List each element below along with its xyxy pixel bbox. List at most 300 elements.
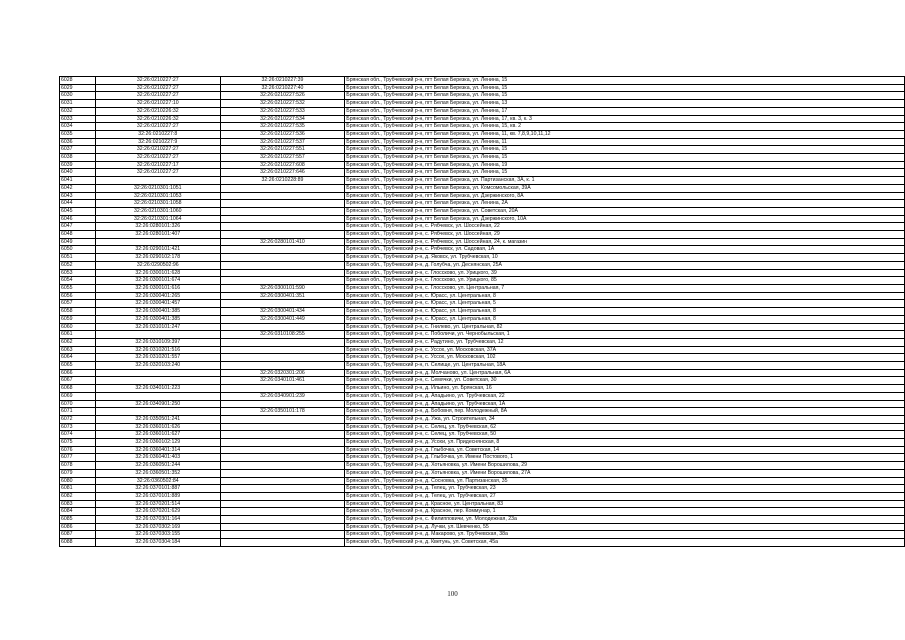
cadastral-number-cell: 32:26:0210227:10	[95, 100, 220, 108]
address-cell: Брянская обл., Трубчевский р-н, д. Глыбочка, ул. Имени Постового, 1	[345, 454, 905, 462]
cadastral-number-cell: 32:26:0370302:169	[95, 523, 220, 531]
row-number-cell: 6087	[60, 531, 96, 539]
table-row	[60, 292, 905, 300]
cadastral-number-cell: 32:26:0210227:27	[95, 169, 220, 177]
table-row	[60, 215, 905, 223]
address-cell: Брянская обл., Трубчевский р-н, с. Селец, ул. Трубчевская, 62	[345, 423, 905, 431]
cadastral-number-cell: 32:26:0370101:889	[95, 492, 220, 500]
row-number-cell: 6051	[60, 254, 96, 262]
building-cadastral-number-cell: 32:26:0210227:39	[220, 77, 345, 85]
table-row	[60, 462, 905, 470]
row-number-cell: 6073	[60, 423, 96, 431]
table-row	[60, 300, 905, 308]
address-cell: Брянская обл., Трубчевский р-н, с. Поболичи, ул. Чернобыльская, 1	[345, 331, 905, 339]
cadastral-number-cell: 32:26:0290102:178	[95, 254, 220, 262]
address-cell: Брянская обл., Трубчевский р-н, д. Сосновка, ул. Партизанская, 35	[345, 477, 905, 485]
cadastral-number-cell: 32:26:0210301:1058	[95, 200, 220, 208]
table-row	[60, 315, 905, 323]
address-cell: Брянская обл., Трубчевский р-н, пгт Белая Березка, ул. Советская, 20А	[345, 207, 905, 215]
row-number-cell: 6069	[60, 392, 96, 400]
building-cadastral-number-cell	[220, 254, 345, 262]
table-row	[60, 84, 905, 92]
building-cadastral-number-cell: 32:26:0350101:178	[220, 408, 345, 416]
row-number-cell: 6072	[60, 415, 96, 423]
cadastral-number-cell: 32:26:0210227:27	[95, 123, 220, 131]
cadastral-number-cell: 32:26:0210227:17	[95, 161, 220, 169]
address-cell: Брянская обл., Трубчевский р-н, пгт Белая Березка, ул. Ленина, 11, кв. 7,8,9,10,11,12	[345, 130, 905, 138]
building-cadastral-number-cell: 32:26:0210227:557	[220, 154, 345, 162]
row-number-cell: 6077	[60, 454, 96, 462]
cadastral-number-cell: 32:26:0340101:223	[95, 385, 220, 393]
address-cell: Брянская обл., Трубчевский р-н, пгт Белая Березка, ул. Ленина, 17	[345, 107, 905, 115]
table-row	[60, 369, 905, 377]
cadastral-number-cell: 32:26:0370301:164	[95, 516, 220, 524]
cadastral-number-cell: 32:26:0350501:241	[95, 415, 220, 423]
table-row	[60, 431, 905, 439]
building-cadastral-number-cell	[220, 508, 345, 516]
address-cell: Брянская обл., Трубчевский р-н, с. Рябчевск, ул. Шоссейная, 24, к. магазин	[345, 238, 905, 246]
address-cell: Брянская обл., Трубчевский р-н, пгт Белая Березка, ул. Ленина, 13	[345, 100, 905, 108]
row-number-cell: 6088	[60, 539, 96, 547]
table-row	[60, 508, 905, 516]
row-number-cell: 6035	[60, 130, 96, 138]
row-number-cell: 6063	[60, 346, 96, 354]
cadastral-table	[59, 76, 905, 547]
address-cell: Брянская обл., Трубчевский р-н, п. Селище, ул. Центральная, 18А	[345, 362, 905, 370]
cadastral-number-cell: 32:26:0360501:352	[95, 469, 220, 477]
address-cell: Брянская обл., Трубчевский р-н, с. Селец, ул. Трубчевская, 50	[345, 431, 905, 439]
cadastral-number-cell: 32:26:0300101:674	[95, 277, 220, 285]
row-number-cell: 6082	[60, 492, 96, 500]
building-cadastral-number-cell: 32:26:0210227:40	[220, 84, 345, 92]
address-cell: Брянская обл., Трубчевский р-н, д. Яковск, ул. Трубчевская, 10	[345, 254, 905, 262]
row-number-cell: 6066	[60, 369, 96, 377]
building-cadastral-number-cell	[220, 184, 345, 192]
building-cadastral-number-cell	[220, 500, 345, 508]
table-row	[60, 238, 905, 246]
cadastral-number-cell: 32:26:0210227:8	[95, 130, 220, 138]
row-number-cell: 6052	[60, 261, 96, 269]
address-cell: Брянская обл., Трубчевский р-н, пгт Белая Березка, ул. Дзержинского, 8А	[345, 192, 905, 200]
cadastral-number-cell: 32:26:0300401:385	[95, 308, 220, 316]
table-row	[60, 308, 905, 316]
cadastral-number-cell: 32:26:0370304:184	[95, 539, 220, 547]
building-cadastral-number-cell: 32:26:0300401:351	[220, 292, 345, 300]
building-cadastral-number-cell: 32:26:0300101:590	[220, 284, 345, 292]
cadastral-number-cell: 32:26:0210226:32	[95, 107, 220, 115]
row-number-cell: 6036	[60, 138, 96, 146]
building-cadastral-number-cell	[220, 261, 345, 269]
building-cadastral-number-cell: 32:26:0210227:526	[220, 92, 345, 100]
row-number-cell: 6046	[60, 215, 96, 223]
table-row	[60, 192, 905, 200]
cadastral-number-cell: 32:26:0310201:516	[95, 346, 220, 354]
table-row	[60, 446, 905, 454]
row-number-cell: 6067	[60, 377, 96, 385]
cadastral-number-cell: 32:26:0300401:265	[95, 292, 220, 300]
cadastral-number-cell: 32:26:0290502:96	[95, 261, 220, 269]
address-cell: Брянская обл., Трубчевский р-н, д. Ападьино, ул. Трубчевская, 22	[345, 392, 905, 400]
row-number-cell: 6044	[60, 200, 96, 208]
table-row	[60, 138, 905, 146]
building-cadastral-number-cell: 32:26:0210228:89	[220, 177, 345, 185]
cadastral-number-cell: 32:26:0300401:385	[95, 315, 220, 323]
building-cadastral-number-cell	[220, 415, 345, 423]
building-cadastral-number-cell: 32:26:0280101:410	[220, 238, 345, 246]
address-cell: Брянская обл., Трубчевский р-н, с. Глоссково, ул. Урицкого, 39	[345, 269, 905, 277]
cadastral-number-cell: 32:26:0360101:626	[95, 423, 220, 431]
table-row	[60, 146, 905, 154]
building-cadastral-number-cell	[220, 385, 345, 393]
address-cell: Брянская обл., Трубчевский р-н, пгт Белая Березка, ул. Партизанская, 3А, к. 1	[345, 177, 905, 185]
address-cell: Брянская обл., Трубчевский р-н, д. Лучки, ул. Шевченко, 55	[345, 523, 905, 531]
row-number-cell: 6056	[60, 292, 96, 300]
cadastral-number-cell: 32:26:0320103:240	[95, 362, 220, 370]
row-number-cell: 6047	[60, 223, 96, 231]
address-cell: Брянская обл., Трубчевский р-н, с. Юрасс, ул. Центральная, 8	[345, 292, 905, 300]
table-row	[60, 377, 905, 385]
address-cell: Брянская обл., Трубчевский р-н, с. Уссох, ул. Московская, 37А	[345, 346, 905, 354]
building-cadastral-number-cell: 32:26:0210227:646	[220, 169, 345, 177]
row-number-cell: 6060	[60, 323, 96, 331]
cadastral-number-cell: 32:26:0310201:557	[95, 354, 220, 362]
building-cadastral-number-cell: 32:26:0300401:449	[220, 315, 345, 323]
row-number-cell: 6059	[60, 315, 96, 323]
row-number-cell: 6054	[60, 277, 96, 285]
address-cell: Брянская обл., Трубчевский р-н, с. Уссох, ул. Московская, 102	[345, 354, 905, 362]
row-number-cell: 6065	[60, 362, 96, 370]
address-cell: Брянская обл., Трубчевский р-н, д. Усохи, ул. Придеснянская, 8	[345, 439, 905, 447]
cadastral-number-cell: 32:26:0210227:27	[95, 84, 220, 92]
row-number-cell: 6037	[60, 146, 96, 154]
table-row	[60, 284, 905, 292]
building-cadastral-number-cell: 32:26:0320301:206	[220, 369, 345, 377]
address-cell: Брянская обл., Трубчевский р-н, пгт Белая Березка, ул. Ленина, 15	[345, 146, 905, 154]
table-row	[60, 338, 905, 346]
building-cadastral-number-cell	[220, 531, 345, 539]
table-body	[60, 77, 905, 547]
building-cadastral-number-cell	[220, 215, 345, 223]
row-number-cell: 6081	[60, 485, 96, 493]
building-cadastral-number-cell	[220, 223, 345, 231]
cadastral-number-cell: 32:26:0370201:629	[95, 508, 220, 516]
table-row	[60, 385, 905, 393]
cadastral-number-cell: 32:26:0290101:421	[95, 246, 220, 254]
cadastral-number-cell: 32:26:0360502:84	[95, 477, 220, 485]
building-cadastral-number-cell	[220, 231, 345, 239]
row-number-cell: 6049	[60, 238, 96, 246]
cadastral-number-cell: 32:26:0360501:244	[95, 462, 220, 470]
address-cell: Брянская обл., Трубчевский р-н, пгт Белая Березка, ул. Ленина, 11	[345, 138, 905, 146]
table-row	[60, 231, 905, 239]
row-number-cell: 6058	[60, 308, 96, 316]
row-number-cell: 6076	[60, 446, 96, 454]
cadastral-number-cell: 32:26:0210301:1060	[95, 207, 220, 215]
building-cadastral-number-cell	[220, 400, 345, 408]
row-number-cell: 6086	[60, 523, 96, 531]
table-row	[60, 492, 905, 500]
table-row	[60, 331, 905, 339]
row-number-cell: 6070	[60, 400, 96, 408]
cadastral-number-cell: 32:26:0360401:314	[95, 446, 220, 454]
row-number-cell: 6085	[60, 516, 96, 524]
table-row	[60, 200, 905, 208]
address-cell: Брянская обл., Трубчевский р-н, пгт Белая Березка, ул. Ленина, 17, кв. 3, к. 3	[345, 115, 905, 123]
building-cadastral-number-cell: 32:26:0210227:533	[220, 107, 345, 115]
address-cell: Брянская обл., Трубчевский р-н, пгт Белая Березка, ул. Ленина, 15	[345, 84, 905, 92]
cadastral-number-cell: 32:26:0210227:27	[95, 77, 220, 85]
row-number-cell: 6079	[60, 469, 96, 477]
cadastral-number-cell: 32:26:0310101:247	[95, 323, 220, 331]
cadastral-number-cell: 32:26:0360102:129	[95, 439, 220, 447]
address-cell: Брянская обл., Трубчевский р-н, с. Рябчевск, ул. Садовая, 1А	[345, 246, 905, 254]
address-cell: Брянская обл., Трубчевский р-н, пгт Белая Березка, ул. Ленина, 19	[345, 161, 905, 169]
building-cadastral-number-cell	[220, 523, 345, 531]
row-number-cell: 6031	[60, 100, 96, 108]
table-row	[60, 516, 905, 524]
cadastral-number-cell: 32:26:0300401:457	[95, 300, 220, 308]
table-row	[60, 154, 905, 162]
row-number-cell: 6048	[60, 231, 96, 239]
cadastral-number-cell: 32:26:0210301:1051	[95, 184, 220, 192]
building-cadastral-number-cell	[220, 477, 345, 485]
row-number-cell: 6039	[60, 161, 96, 169]
building-cadastral-number-cell: 32:26:0310108:255	[220, 331, 345, 339]
cadastral-number-cell: 32:26:0370303:155	[95, 531, 220, 539]
cadastral-number-cell: 32:26:0300101:616	[95, 284, 220, 292]
building-cadastral-number-cell	[220, 462, 345, 470]
table-row	[60, 408, 905, 416]
table-row	[60, 123, 905, 131]
cadastral-number-cell: 32:26:0310109:397	[95, 338, 220, 346]
building-cadastral-number-cell	[220, 207, 345, 215]
cadastral-number-cell: 32:26:0340901:250	[95, 400, 220, 408]
address-cell: Брянская обл., Трубчевский р-н, с. Семячки, ул. Советская, 30	[345, 377, 905, 385]
building-cadastral-number-cell: 32:26:0210227:537	[220, 138, 345, 146]
address-cell: Брянская обл., Трубчевский р-н, пгт Белая Березка, ул. Ленина, 15, кв. 2	[345, 123, 905, 131]
address-cell: Брянская обл., Трубчевский р-н, пгт Белая Березка, ул. Ленина, 15	[345, 77, 905, 85]
table-row	[60, 184, 905, 192]
row-number-cell: 6083	[60, 500, 96, 508]
address-cell: Брянская обл., Трубчевский р-н, д. Ильино, ул. Брянская, 16	[345, 385, 905, 393]
address-cell: Брянская обл., Трубчевский р-н, пгт Белая Березка, ул. Комсомольская, 39А	[345, 184, 905, 192]
row-number-cell: 6074	[60, 431, 96, 439]
table-row	[60, 531, 905, 539]
building-cadastral-number-cell: 32:26:0340101:461	[220, 377, 345, 385]
address-cell: Брянская обл., Трубчевский р-н, д. Хотьяновка, ул. Имени Ворошилова, 29	[345, 462, 905, 470]
cadastral-number-cell: 32:26:0370201:514	[95, 500, 220, 508]
address-cell: Брянская обл., Трубчевский р-н, д. Телец, ул. Трубчевская, 23	[345, 485, 905, 493]
address-cell: Брянская обл., Трубчевский р-н, д. Макарово, ул. Трубчевская, 38а	[345, 531, 905, 539]
row-number-cell: 6032	[60, 107, 96, 115]
address-cell: Брянская обл., Трубчевский р-н, д. Ужа, ул. Строительная, 34	[345, 415, 905, 423]
building-cadastral-number-cell: 32:26:0210227:535	[220, 123, 345, 131]
row-number-cell: 6028	[60, 77, 96, 85]
row-number-cell: 6057	[60, 300, 96, 308]
building-cadastral-number-cell	[220, 516, 345, 524]
building-cadastral-number-cell	[220, 354, 345, 362]
cadastral-number-cell	[95, 392, 220, 400]
table-row	[60, 354, 905, 362]
table-row	[60, 469, 905, 477]
address-cell: Брянская обл., Трубчевский р-н, пгт Белая Березка, ул. Дзержинского, 10А	[345, 215, 905, 223]
address-cell: Брянская обл., Трубчевский р-н, с. Юрасс, ул. Центральная, 5	[345, 300, 905, 308]
table-row	[60, 400, 905, 408]
address-cell: Брянская обл., Трубчевский р-н, с. Гнилево, ул. Центральная, 82	[345, 323, 905, 331]
row-number-cell: 6055	[60, 284, 96, 292]
cadastral-number-cell: 32:26:0210301:1053	[95, 192, 220, 200]
building-cadastral-number-cell: 32:26:0210227:536	[220, 130, 345, 138]
table-row	[60, 115, 905, 123]
cadastral-number-cell: 32:26:0210301:1064	[95, 215, 220, 223]
table-row	[60, 254, 905, 262]
address-cell: Брянская обл., Трубчевский р-н, д. Глыбочка, ул. Советская, 14	[345, 446, 905, 454]
address-cell: Брянская обл., Трубчевский р-н, д. Голубча, ул. Деснянская, 25А	[345, 261, 905, 269]
row-number-cell: 6038	[60, 154, 96, 162]
cadastral-number-cell: 32:26:0210227:27	[95, 154, 220, 162]
address-cell: Брянская обл., Трубчевский р-н, с. Радутино, ул. Трубчевская, 12	[345, 338, 905, 346]
row-number-cell: 6064	[60, 354, 96, 362]
table-row	[60, 323, 905, 331]
row-number-cell: 6080	[60, 477, 96, 485]
address-cell: Брянская обл., Трубчевский р-н, с. Глоссково, ул. Центральная, 7	[345, 284, 905, 292]
table-row	[60, 246, 905, 254]
building-cadastral-number-cell	[220, 338, 345, 346]
building-cadastral-number-cell	[220, 277, 345, 285]
row-number-cell: 6071	[60, 408, 96, 416]
cadastral-number-cell: 32:26:0360101:627	[95, 431, 220, 439]
row-number-cell: 6029	[60, 84, 96, 92]
building-cadastral-number-cell	[220, 446, 345, 454]
cadastral-number-cell	[95, 377, 220, 385]
building-cadastral-number-cell: 32:26:0340901:239	[220, 392, 345, 400]
cadastral-number-cell: 32:26:0210226:32	[95, 115, 220, 123]
address-cell: Брянская обл., Трубчевский р-н, с. Рябчевск, ул. Шоссейная, 29	[345, 231, 905, 239]
building-cadastral-number-cell: 32:26:0210227:532	[220, 100, 345, 108]
building-cadastral-number-cell	[220, 485, 345, 493]
address-cell: Брянская обл., Трубчевский р-н, пгт Белая Березка, ул. Ленина, 15	[345, 169, 905, 177]
table-row	[60, 169, 905, 177]
table-row	[60, 269, 905, 277]
row-number-cell: 6033	[60, 115, 96, 123]
building-cadastral-number-cell: 32:26:0210227:534	[220, 115, 345, 123]
table-row	[60, 500, 905, 508]
building-cadastral-number-cell	[220, 269, 345, 277]
table-row	[60, 223, 905, 231]
address-cell: Брянская обл., Трубчевский р-н, д. Кветунь, ул. Советская, 45а	[345, 539, 905, 547]
cadastral-number-cell: 32:26:0280101:407	[95, 231, 220, 239]
cadastral-number-cell	[95, 238, 220, 246]
cadastral-number-cell	[95, 369, 220, 377]
cadastral-number-cell	[95, 177, 220, 185]
building-cadastral-number-cell	[220, 492, 345, 500]
building-cadastral-number-cell	[220, 300, 345, 308]
table-row	[60, 454, 905, 462]
row-number-cell: 6075	[60, 439, 96, 447]
table-row	[60, 485, 905, 493]
building-cadastral-number-cell: 32:26:0210227:608	[220, 161, 345, 169]
building-cadastral-number-cell	[220, 192, 345, 200]
building-cadastral-number-cell: 32:26:0210227:551	[220, 146, 345, 154]
building-cadastral-number-cell	[220, 431, 345, 439]
row-number-cell: 6068	[60, 385, 96, 393]
address-cell: Брянская обл., Трубчевский р-н, с. Филипповичи, ул. Молодежная, 23а	[345, 516, 905, 524]
row-number-cell: 6061	[60, 331, 96, 339]
row-number-cell: 6040	[60, 169, 96, 177]
table-row	[60, 439, 905, 447]
building-cadastral-number-cell	[220, 323, 345, 331]
row-number-cell: 6078	[60, 462, 96, 470]
cadastral-number-cell	[95, 331, 220, 339]
table-row	[60, 539, 905, 547]
address-cell: Брянская обл., Трубчевский р-н, д. Хотьяновка, ул. Имени Ворошилова, 27А	[345, 469, 905, 477]
table-row	[60, 107, 905, 115]
address-cell: Брянская обл., Трубчевский р-н, д. Бобовня, пер. Молодежный, 8А	[345, 408, 905, 416]
cadastral-number-cell: 32:26:0210227:27	[95, 146, 220, 154]
cadastral-number-cell: 32:26:0360401:403	[95, 454, 220, 462]
row-number-cell: 6050	[60, 246, 96, 254]
address-cell: Брянская обл., Трубчевский р-н, д. Красное, ул. Центральная, 83	[345, 500, 905, 508]
address-cell: Брянская обл., Трубчевский р-н, пгт Белая Березка, ул. Ленина, 15	[345, 154, 905, 162]
address-cell: Брянская обл., Трубчевский р-н, с. Юрасс, ул. Центральная, 8	[345, 315, 905, 323]
table-row	[60, 277, 905, 285]
building-cadastral-number-cell	[220, 362, 345, 370]
table-row	[60, 362, 905, 370]
building-cadastral-number-cell	[220, 454, 345, 462]
table-row	[60, 415, 905, 423]
page-number: 100	[447, 590, 458, 598]
table-row	[60, 92, 905, 100]
row-number-cell: 6030	[60, 92, 96, 100]
building-cadastral-number-cell	[220, 439, 345, 447]
address-cell: Брянская обл., Трубчевский р-н, с. Рябчевск, ул. Шоссейная, 22	[345, 223, 905, 231]
table-row	[60, 523, 905, 531]
address-cell: Брянская обл., Трубчевский р-н, д. Молчаново, ул. Центральная, 6А	[345, 369, 905, 377]
building-cadastral-number-cell	[220, 469, 345, 477]
table-row	[60, 177, 905, 185]
building-cadastral-number-cell	[220, 200, 345, 208]
address-cell: Брянская обл., Трубчевский р-н, с. Глоссково, ул. Урицкого, 85	[345, 277, 905, 285]
table-row	[60, 100, 905, 108]
table-row	[60, 130, 905, 138]
address-cell: Брянская обл., Трубчевский р-н, пгт Белая Березка, ул. Ленина, 2А	[345, 200, 905, 208]
building-cadastral-number-cell: 32:26:0300401:434	[220, 308, 345, 316]
row-number-cell: 6034	[60, 123, 96, 131]
table-row	[60, 261, 905, 269]
address-cell: Брянская обл., Трубчевский р-н, д. Телец, ул. Трубчевская, 27	[345, 492, 905, 500]
row-number-cell: 6062	[60, 338, 96, 346]
table-row	[60, 392, 905, 400]
row-number-cell: 6084	[60, 508, 96, 516]
table-row	[60, 207, 905, 215]
row-number-cell: 6041	[60, 177, 96, 185]
row-number-cell: 6045	[60, 207, 96, 215]
address-cell: Брянская обл., Трубчевский р-н, пгт Белая Березка, ул. Ленина, 15	[345, 92, 905, 100]
row-number-cell: 6043	[60, 192, 96, 200]
building-cadastral-number-cell	[220, 539, 345, 547]
address-cell: Брянская обл., Трубчевский р-н, д. Красное, пер. Коммунар, 1	[345, 508, 905, 516]
address-cell: Брянская обл., Трубчевский р-н, д. Ападьино, ул. Трубчевская, 1А	[345, 400, 905, 408]
building-cadastral-number-cell	[220, 346, 345, 354]
table-row	[60, 77, 905, 85]
table-row	[60, 477, 905, 485]
address-cell: Брянская обл., Трубчевский р-н, с. Юрасс, ул. Центральная, 8	[345, 308, 905, 316]
cadastral-number-cell: 32:26:0210227:27	[95, 92, 220, 100]
cadastral-number-cell: 32:26:0210227:9	[95, 138, 220, 146]
cadastral-number-cell: 32:26:0300101:628	[95, 269, 220, 277]
cadastral-number-cell	[95, 408, 220, 416]
table-row	[60, 423, 905, 431]
